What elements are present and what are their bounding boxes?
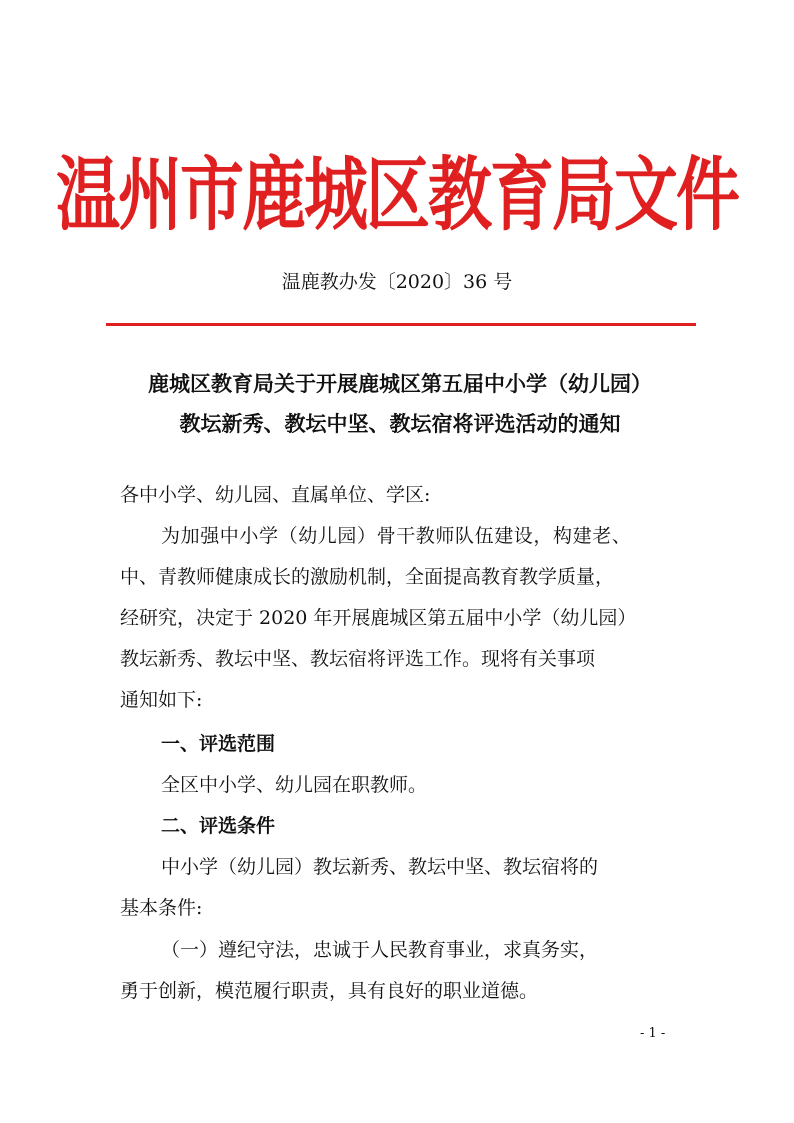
paragraph-1-line-4: 教坛新秀、教坛中坚、教坛宿将评选工作。现将有关事项 [120, 648, 596, 670]
section-heading-conditions: 二、评选条件 [161, 815, 276, 837]
scope-text: 全区中小学、幼儿园在职教师。 [161, 774, 428, 796]
section-heading-scope: 一、评选范围 [161, 733, 276, 755]
paragraph-1-line-5: 通知如下: [120, 689, 203, 711]
conditions-line-2: 基本条件: [120, 897, 203, 919]
paragraph-1-line-3: 经研究，决定于 2020 年开展鹿城区第五届中小学（幼儿园） [120, 607, 637, 629]
document-number: 温鹿教办发〔2020〕36 号 [281, 271, 513, 293]
paragraph-1-line-2: 中、青教师健康成长的激励机制，全面提高教育教学质量， [120, 566, 615, 588]
paragraph-1-line-1: 为加强中小学（幼儿园）骨干教师队伍建设，构建老、 [161, 525, 632, 547]
condition-item-1-line-1: （一）遵纪守法，忠诚于人民教育事业，求真务实， [161, 939, 599, 961]
document-masthead: 温州市鹿城区教育局文件 [56, 150, 738, 243]
page-number: - 1 - [640, 1026, 666, 1041]
salutation: 各中小学、幼儿园、直属单位、学区: [120, 484, 431, 506]
conditions-line-1: 中小学（幼儿园）教坛新秀、教坛中坚、教坛宿将的 [161, 856, 599, 878]
red-divider-line [106, 323, 696, 326]
document-title-line-2: 教坛新秀、教坛中坚、教坛宿将评选活动的通知 [179, 412, 621, 436]
document-title-line-1: 鹿城区教育局关于开展鹿城区第五届中小学（幼儿园） [148, 372, 652, 396]
condition-item-1-line-2: 勇于创新，模范履行职责，具有良好的职业道德。 [120, 980, 539, 1002]
